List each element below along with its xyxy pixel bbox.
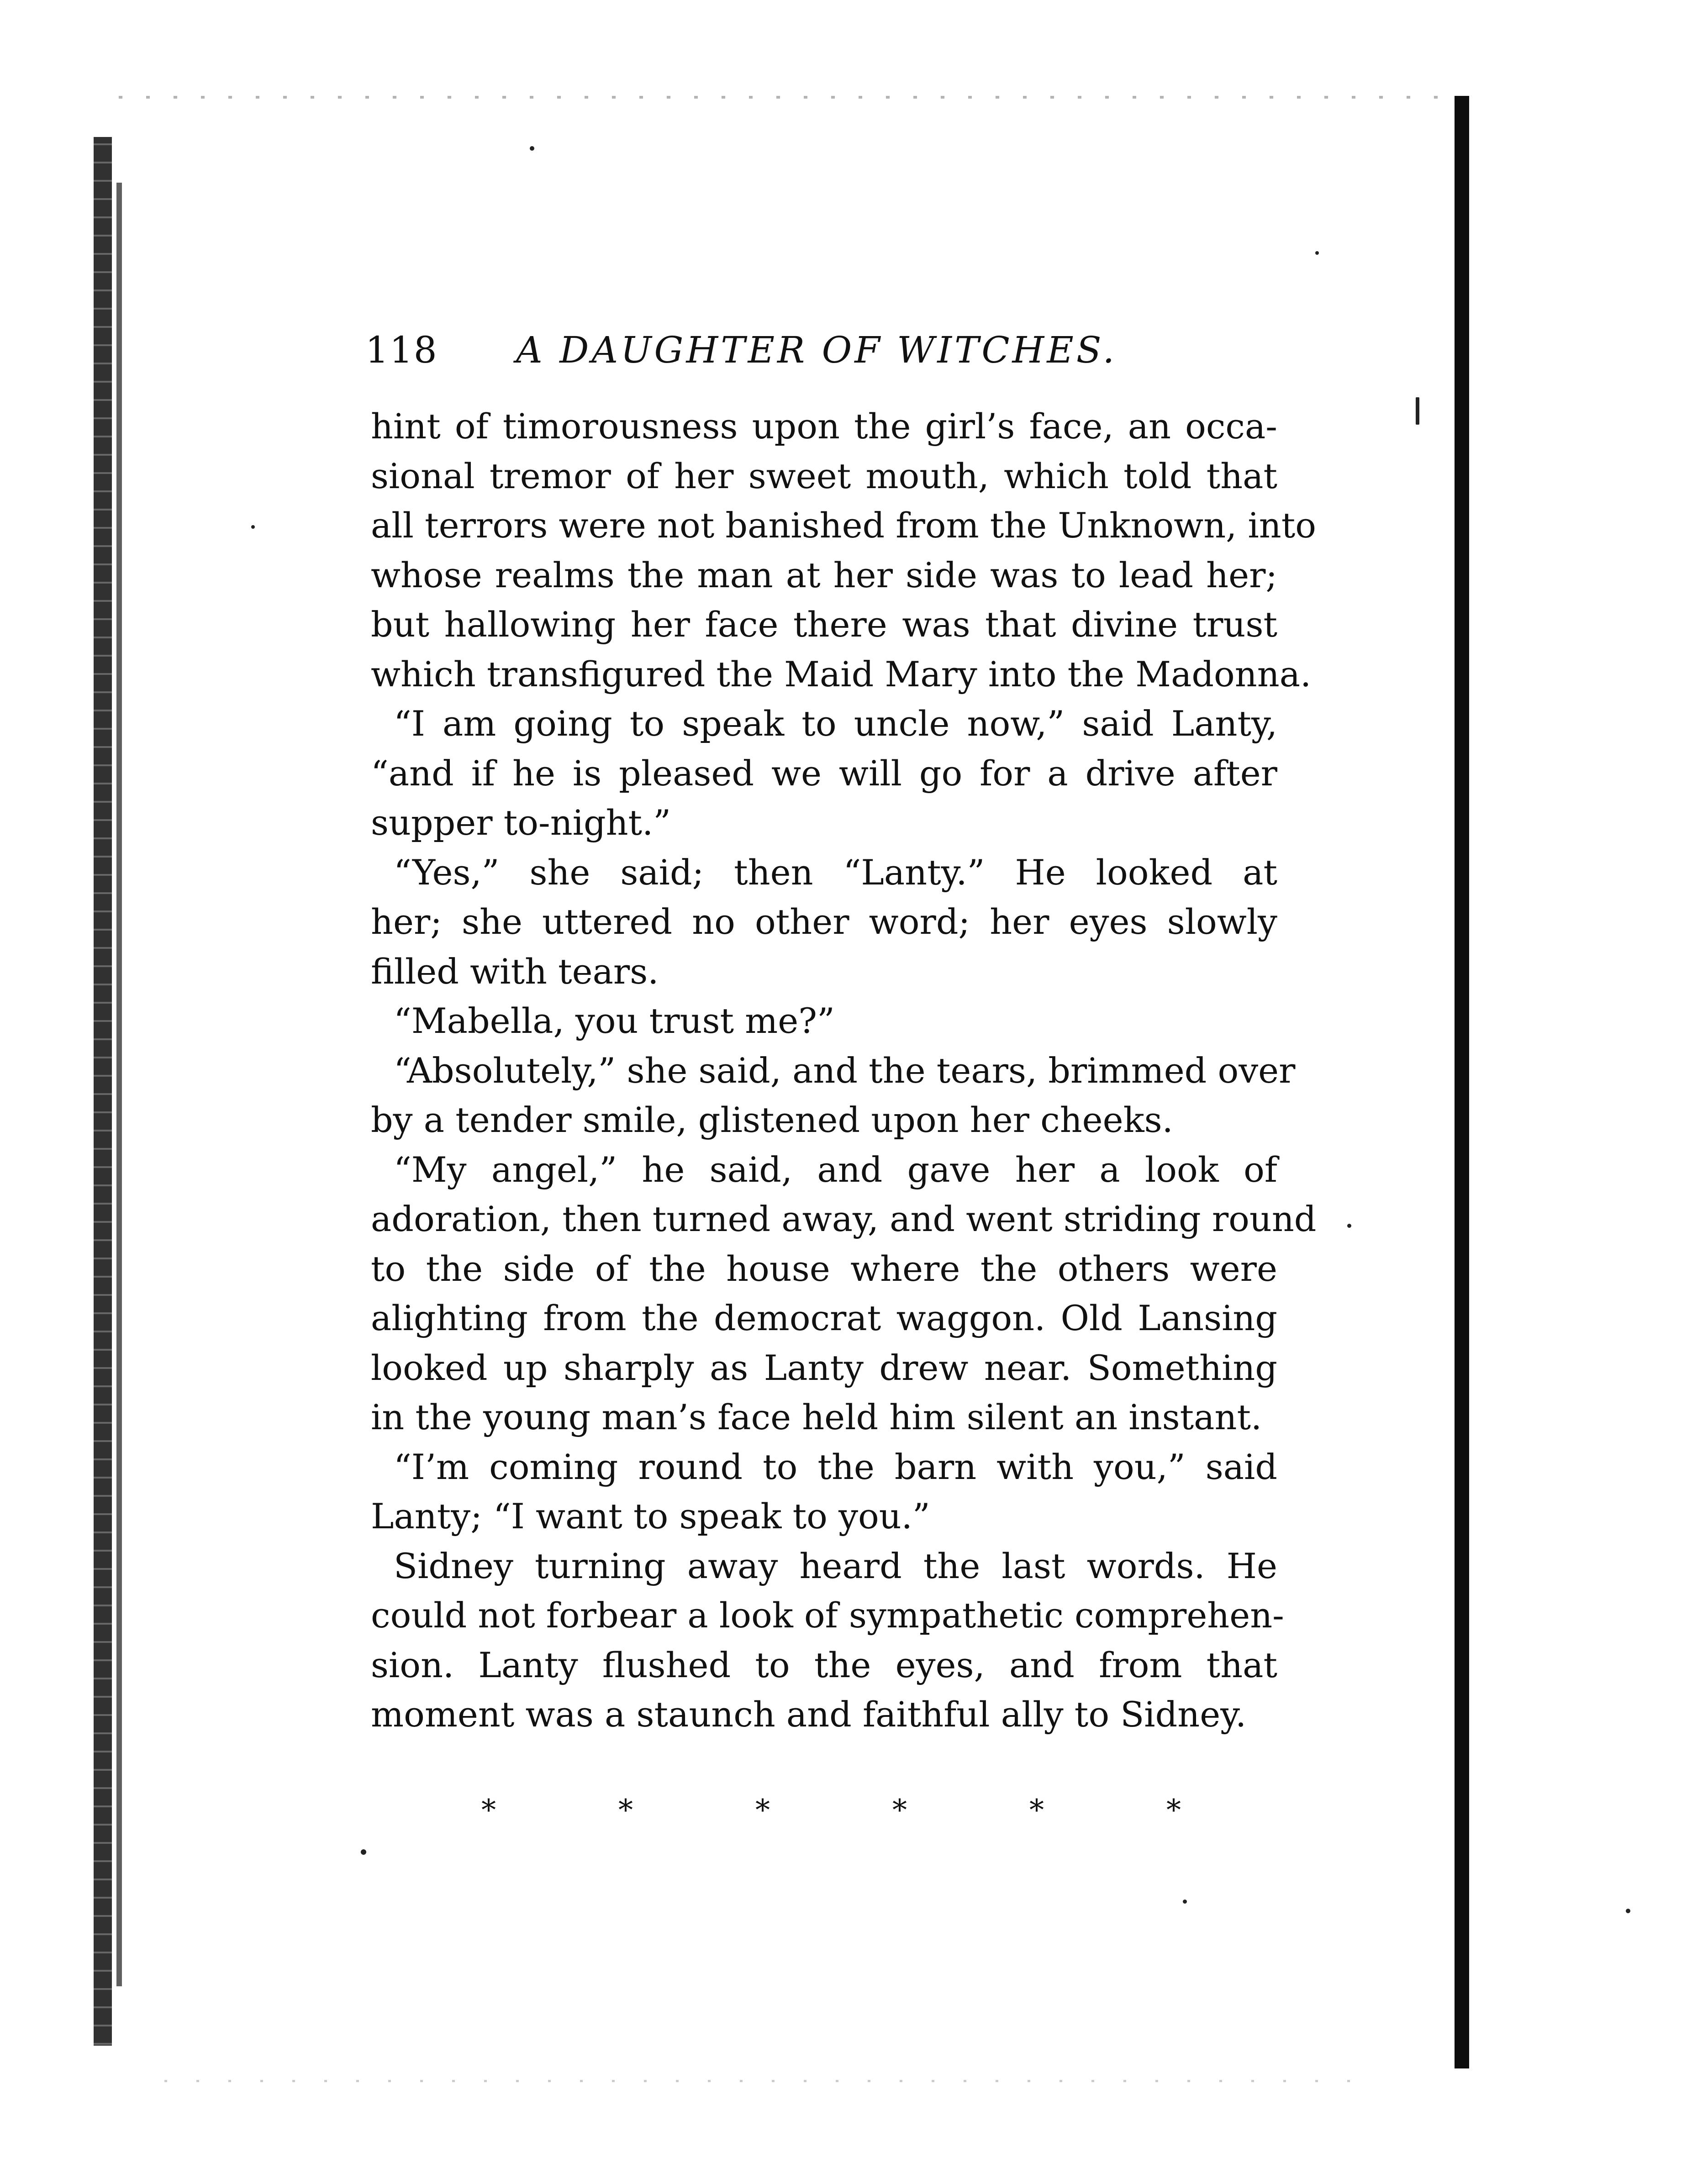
text-line: moment was a staunch and faithful ally to Sidney. bbox=[371, 1694, 1247, 1735]
running-header bbox=[365, 325, 1260, 375]
asterism-ornament: * bbox=[481, 1794, 496, 1827]
text-line: sion. Lanty flushed to the eyes, and from that bbox=[371, 1644, 1277, 1685]
text-line: adoration, then turned away, and went striding round bbox=[371, 1199, 1317, 1239]
body-text bbox=[371, 402, 1317, 1740]
text-line: “I am going to speak to uncle now,” said Lanty, bbox=[394, 703, 1277, 744]
scan-speck bbox=[1347, 1224, 1351, 1228]
text-line: “My angel,” he said, and gave her a look of bbox=[394, 1149, 1277, 1190]
left-binding-edge bbox=[94, 137, 112, 2046]
text-line: “Mabella, you trust me?” bbox=[394, 1000, 835, 1041]
text-line: supper to-night.” bbox=[371, 802, 671, 843]
text-line: filled with tears. bbox=[371, 951, 659, 992]
text-line: whose realms the man at her side was to lead her; bbox=[371, 554, 1277, 595]
text-line: Sidney turning away heard the last words. He bbox=[394, 1545, 1277, 1586]
page-number: 118 bbox=[365, 329, 438, 371]
text-line: “Absolutely,” she said, and the tears, brimmed over bbox=[394, 1050, 1296, 1091]
scan-speck bbox=[1626, 1909, 1630, 1913]
scan-speck bbox=[1183, 1900, 1187, 1904]
text-line: “Yes,” she said; then “Lanty.” He looked at bbox=[394, 852, 1277, 893]
text-line: in the young man’s face held him silent an instant. bbox=[371, 1397, 1262, 1437]
asterism-ornament: * bbox=[1166, 1794, 1181, 1827]
text-line: looked up sharply as Lanty drew near. Something bbox=[371, 1347, 1277, 1388]
top-scan-speckle bbox=[119, 96, 1443, 99]
right-page-edge bbox=[1455, 96, 1469, 2068]
bottom-scan-speckle bbox=[164, 2080, 1352, 2082]
text-line: to the side of the house where the others were bbox=[371, 1248, 1277, 1289]
scan-speck bbox=[251, 525, 255, 529]
text-line: “I’m coming round to the barn with you,” said bbox=[394, 1446, 1277, 1487]
asterism-ornament: * bbox=[892, 1794, 907, 1827]
running-title: A DAUGHTER OF WITCHES. bbox=[516, 329, 1117, 371]
text-line: all terrors were not banished from the Unknown, into bbox=[371, 505, 1317, 546]
asterism-ornament: * bbox=[618, 1794, 633, 1827]
text-line: by a tender smile, glistened upon her cheeks. bbox=[371, 1100, 1173, 1140]
text-line: sional tremor of her sweet mouth, which told that bbox=[371, 455, 1277, 496]
text-line: which transfigured the Maid Mary into the Madonna. bbox=[371, 653, 1312, 695]
scan-speck bbox=[1315, 251, 1319, 255]
text-line: Lanty; “I want to speak to you.” bbox=[371, 1496, 930, 1537]
scan-speck bbox=[361, 1849, 366, 1855]
text-line: hint of timorousness upon the girl’s face, an occa- bbox=[371, 406, 1277, 447]
scan-speck bbox=[530, 146, 534, 151]
text-line: could not forbear a look of sympathetic comprehen- bbox=[371, 1595, 1284, 1636]
section-break-ornaments bbox=[475, 1792, 1187, 1829]
text-line: but hallowing her face there was that divine trust bbox=[371, 604, 1277, 645]
left-binding-shadow bbox=[116, 183, 122, 1986]
asterism-ornament: * bbox=[755, 1794, 770, 1827]
asterism-ornament: * bbox=[1029, 1794, 1044, 1827]
scan-speck bbox=[1416, 397, 1419, 425]
text-line: “and if he is pleased we will go for a drive after bbox=[371, 753, 1277, 794]
text-line: her; she uttered no other word; her eyes slowly bbox=[371, 901, 1277, 942]
text-line: alighting from the democrat waggon. Old Lansing bbox=[371, 1298, 1277, 1338]
